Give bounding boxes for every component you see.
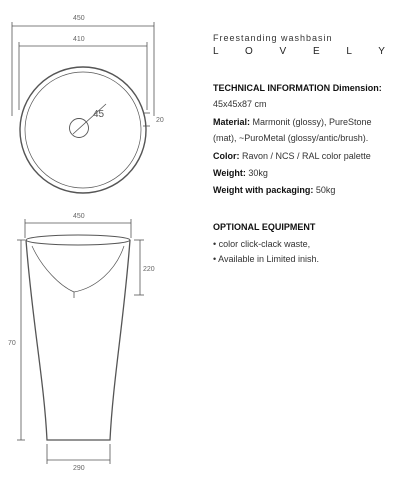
weight-label: Weight: — [213, 168, 246, 178]
weight-packaging-label: Weight with packaging: — [213, 185, 314, 195]
basin-outline — [26, 240, 130, 440]
material-row — [213, 117, 372, 128]
base-width-label: 290 — [73, 465, 85, 472]
side-view — [17, 219, 144, 464]
optional-item: • Available in Limited inish. — [213, 254, 320, 264]
technical-heading-label: TECHNICAL INFORMATION — [213, 83, 331, 93]
drain-circle — [70, 119, 89, 138]
material-value-continued: (mat), ~PuroMetal (glossy/antic/brush). — [213, 133, 369, 143]
rim-label: 20 — [156, 117, 164, 124]
top-width-label: 450 — [73, 213, 85, 220]
optional-heading-label: OPTIONAL EQUIPMENT — [213, 222, 316, 232]
product-name: L O V E L Y — [213, 46, 397, 57]
drain-label: 45 — [93, 109, 105, 120]
bowl-depth-label: 220 — [143, 266, 155, 273]
outer-width-label: 450 — [73, 15, 85, 22]
color-label: Color: — [213, 151, 240, 161]
weight-packaging-row — [213, 185, 335, 196]
material-label: Material: — [213, 117, 251, 127]
weight-value: 30kg — [245, 168, 268, 178]
basin-outer-rim — [20, 67, 146, 193]
optional-heading — [213, 222, 315, 233]
weight-packaging-value: 50kg — [313, 185, 336, 195]
basin-inner-rim — [25, 72, 141, 188]
technical-heading — [213, 83, 382, 94]
optional-item: • color click-clack waste, — [213, 239, 311, 249]
bowl-inner-curve — [32, 246, 124, 292]
basin-top-rim — [26, 235, 130, 245]
dimension-label: Dimension: — [332, 83, 382, 93]
dimension-value: 45x45x87 cm — [213, 99, 267, 109]
material-value: Marmonit (glossy), PureStone — [250, 117, 372, 127]
weight-row — [213, 168, 268, 179]
height-label: 70 — [8, 340, 16, 347]
inner-width-label: 410 — [73, 36, 85, 43]
product-type: Freestanding washbasin — [213, 33, 333, 43]
color-row — [213, 151, 371, 162]
top-view — [12, 22, 154, 193]
color-value: Ravon / NCS / RAL color palette — [239, 151, 371, 161]
